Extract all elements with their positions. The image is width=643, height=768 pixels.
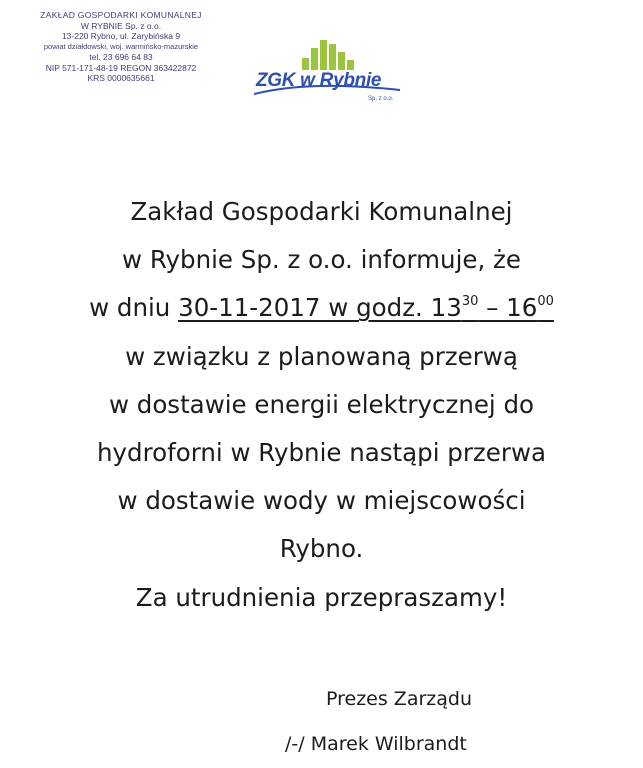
- logo-bar: [338, 52, 345, 70]
- notice-line: w dostawie wody w miejscowości: [117, 486, 526, 516]
- company-stamp: [8, 10, 234, 84]
- notice-line: Rybno.: [279, 534, 364, 564]
- notice-date-prefix: w dniu: [89, 293, 179, 323]
- notice-dash-end-hour: – 16: [478, 293, 538, 323]
- notice-line: Zakład Gospodarki Komunalnej: [130, 197, 513, 226]
- notice-line: hydroforni w Rybnie nastąpi przerwa: [97, 438, 546, 468]
- logo-text: ZGK w Rybnie: [256, 70, 382, 91]
- stamp-company-name: ZAKŁAD GOSPODARKI KOMUNALNEJ: [40, 10, 202, 20]
- stamp-krs: KRS 0000635661: [87, 73, 155, 83]
- start-minutes: 30: [461, 294, 479, 310]
- stamp-address: 13-220 Rybno, ul. Zarybińska 9: [61, 31, 181, 41]
- logo-subtext: Sp. z o.o.: [368, 96, 394, 102]
- notice-date-time: [178, 293, 554, 322]
- logo-bar: [320, 40, 327, 70]
- logo-bar: [329, 44, 336, 70]
- notice-date-line: [0, 284, 643, 332]
- logo-bar: [311, 48, 318, 70]
- signature-title: Prezes Zarządu: [326, 688, 472, 710]
- notice-body: [0, 188, 643, 622]
- logo-bar: [302, 58, 309, 70]
- notice-line: w związku z planowaną przerwą: [125, 341, 518, 371]
- end-minutes: 00: [537, 294, 554, 310]
- stamp-region: powiat działdowski, woj. warmińsko-mazurskie: [43, 41, 199, 51]
- stamp-tax-ids: NIP 571-171-48-19 REGON 363422872: [45, 62, 197, 73]
- logo-bar: [347, 60, 354, 70]
- company-logo: [250, 34, 410, 110]
- notice-line: w Rybnie Sp. z o.o. informuje, że: [122, 245, 521, 275]
- notice-apology: Za utrudnienia przepraszamy!: [135, 582, 508, 612]
- stamp-phone: tel. 23 696 64 83: [89, 52, 153, 62]
- notice-line: w dostawie energii elektrycznej do: [108, 389, 535, 419]
- signature-name: /-/ Marek Wilbrandt: [285, 733, 467, 755]
- notice-date-text: 30-11-2017 w godz. 13: [178, 293, 462, 323]
- stamp-company-form: W RYBNIE Sp. z o.o.: [80, 20, 162, 31]
